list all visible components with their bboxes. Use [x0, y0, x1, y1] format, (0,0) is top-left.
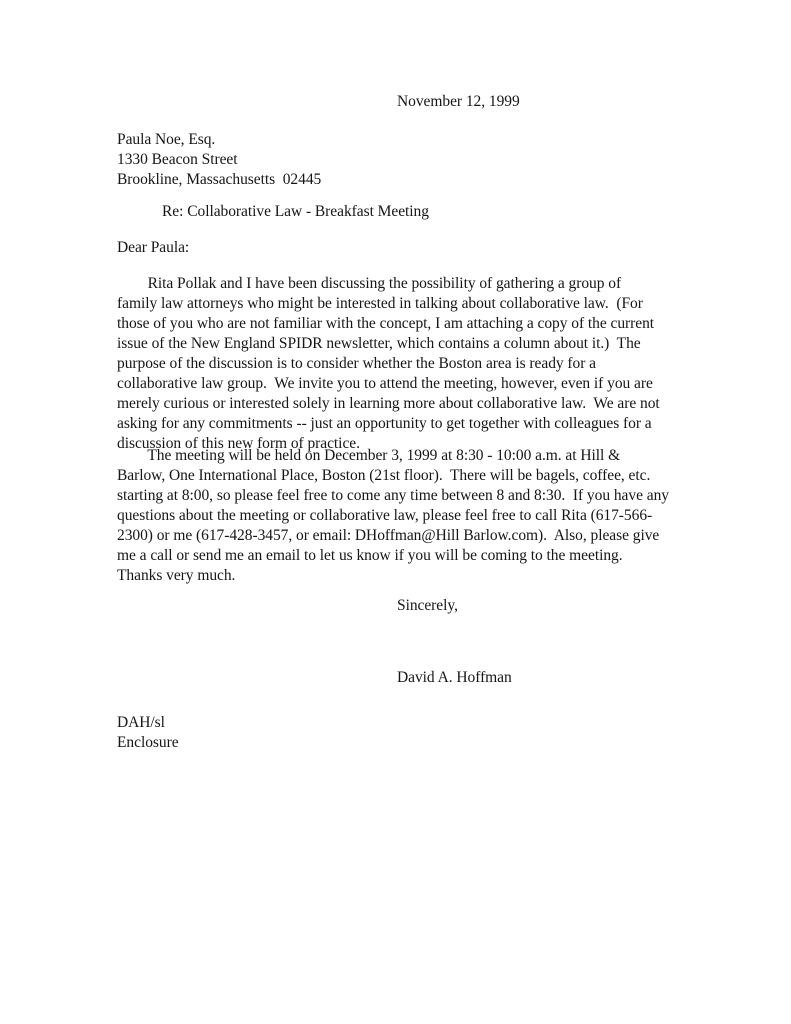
typist-initials: DAH/sl: [117, 714, 165, 731]
paragraph-line: 2300) or me (617-428-3457, or email: DHoffman@Hill Barlow.com). Also, please give: [117, 527, 660, 544]
paragraph-line: starting at 8:00, so please feel free to come any time between 8 and 8:30. If you have any: [117, 487, 669, 504]
paragraph-line: asking for any commitments -- just an opportunity to get together with colleagues for a: [117, 415, 652, 432]
paragraph-line: discussion of this new form of practice.: [117, 435, 360, 452]
paragraph-line: Barlow, One International Place, Boston (21st floor). There will be bagels, coffee, etc.: [117, 467, 651, 484]
reference-initials-block: [117, 713, 179, 753]
paragraph-line: collaborative law group. We invite you to attend the meeting, however, even if you are: [117, 375, 653, 392]
signature-name: David A. Hoffman: [397, 669, 512, 686]
paragraph-line: those of you who are not familiar with the concept, I am attaching a copy of the current: [117, 315, 655, 332]
letter-date: November 12, 1999: [397, 93, 520, 110]
recipient-city: Brookline, Massachusetts 02445: [117, 171, 322, 188]
recipient-name: Paula Noe, Esq.: [117, 131, 216, 148]
paragraph-line: me a call or send me an email to let us know if you will be coming to the meeting.: [117, 547, 623, 564]
salutation: Dear Paula:: [117, 239, 190, 256]
paragraph-line: family law attorneys who might be interested in talking about collaborative law. (For: [117, 295, 643, 312]
enclosure-notation: Enclosure: [117, 734, 179, 751]
recipient-street: 1330 Beacon Street: [117, 151, 238, 168]
paragraph-line: purpose of the discussion is to consider whether the Boston area is ready for a: [117, 355, 597, 372]
paragraph-line: merely curious or interested solely in learning more about collaborative law. We are not: [117, 395, 660, 412]
paragraph-line: issue of the New England SPIDR newsletter, which contains a column about it.) The: [117, 335, 641, 352]
paragraph-line: Rita Pollak and I have been discussing the possibility of gathering a group of: [117, 275, 622, 292]
body-paragraph-1: [117, 274, 660, 454]
closing: Sincerely,: [397, 597, 458, 614]
paragraph-line: The meeting will be held on December 3, 1999 at 8:30 - 10:00 a.m. at Hill &: [117, 447, 621, 464]
body-paragraph-2: [117, 446, 669, 586]
recipient-address: [117, 130, 321, 190]
paragraph-line: questions about the meeting or collaborative law, please feel free to call Rita (617-566-: [117, 507, 653, 524]
subject-line: Re: Collaborative Law - Breakfast Meeting: [162, 203, 429, 220]
paragraph-line: Thanks very much.: [117, 567, 236, 584]
